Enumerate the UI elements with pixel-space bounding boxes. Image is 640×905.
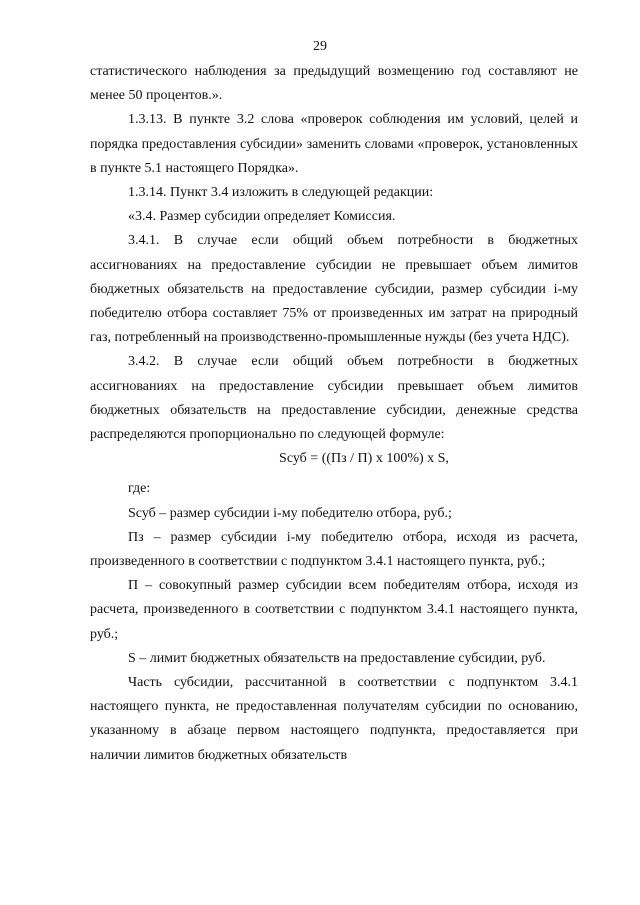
formula-where: где:	[128, 481, 151, 497]
definition-pz: Пз – размер субсидии i-му победителю отбора, исходя из расчета, произведенного в соответствии с подпунктом 3.4.1 настоящего пункта, руб.;	[90, 529, 578, 570]
paragraph-remaining-subsidy: Часть субсидии, рассчитанной в соответствии с подпунктом 3.4.1 настоящего пункта, не предоставленная получателям субсидии по основанию, указанному в абзаце первом настоящего подпункта, предоставляется при наличии лимитов бюджетных обязательств	[90, 675, 578, 763]
paragraph-3-4: «3.4. Размер субсидии определяет Комиссия.	[128, 209, 396, 225]
document-body	[90, 60, 578, 768]
definition-p: П – совокупный размер субсидии всем победителям отбора, исходя из расчета, произведенного в соответствии с подпунктом 3.4.1 настоящего пункта, руб.;	[90, 578, 578, 642]
paragraph-3-4-2: 3.4.2. В случае если общий объем потребности в бюджетных ассигнованиях на предоставление субсидии превышает объем лимитов бюджетных обязательств на предоставление субсидии, денежные средства распределяются пропорционально по следующей формуле:	[90, 354, 578, 443]
definition-s-sub: Sсуб – размер субсидии i-му победителю отбора, руб.;	[128, 505, 452, 521]
paragraph-1-3-13: 1.3.13. В пункте 3.2 слова «проверок соблюдения им условий, целей и порядка предоставления субсидии» заменить словами «проверок, установленных в пункте 5.1 настоящего Порядка».	[90, 112, 578, 176]
formula: Sсуб = ((Пз / П) х 100%) х S,	[279, 451, 449, 467]
definition-s: S – лимит бюджетных обязательств на предоставление субсидии, руб.	[128, 650, 546, 666]
page-number: 29	[313, 39, 327, 54]
paragraph-continuation: статистического наблюдения за предыдущий возмещению год составляют не менее 50 процентов.».	[90, 64, 578, 104]
paragraph-3-4-1: 3.4.1. В случае если общий объем потребности в бюджетных ассигнованиях на предоставление субсидии не превышает объем лимитов бюджетных обязательств на предоставление субсидии, размер субсидии i-му победителю отбора составляет 75% от произведенных им затрат на природный газ, потребленный на производственно-промышленные нужды (без учета НДС).	[90, 233, 578, 346]
paragraph-1-3-14: 1.3.14. Пункт 3.4 изложить в следующей редакции:	[128, 185, 434, 201]
